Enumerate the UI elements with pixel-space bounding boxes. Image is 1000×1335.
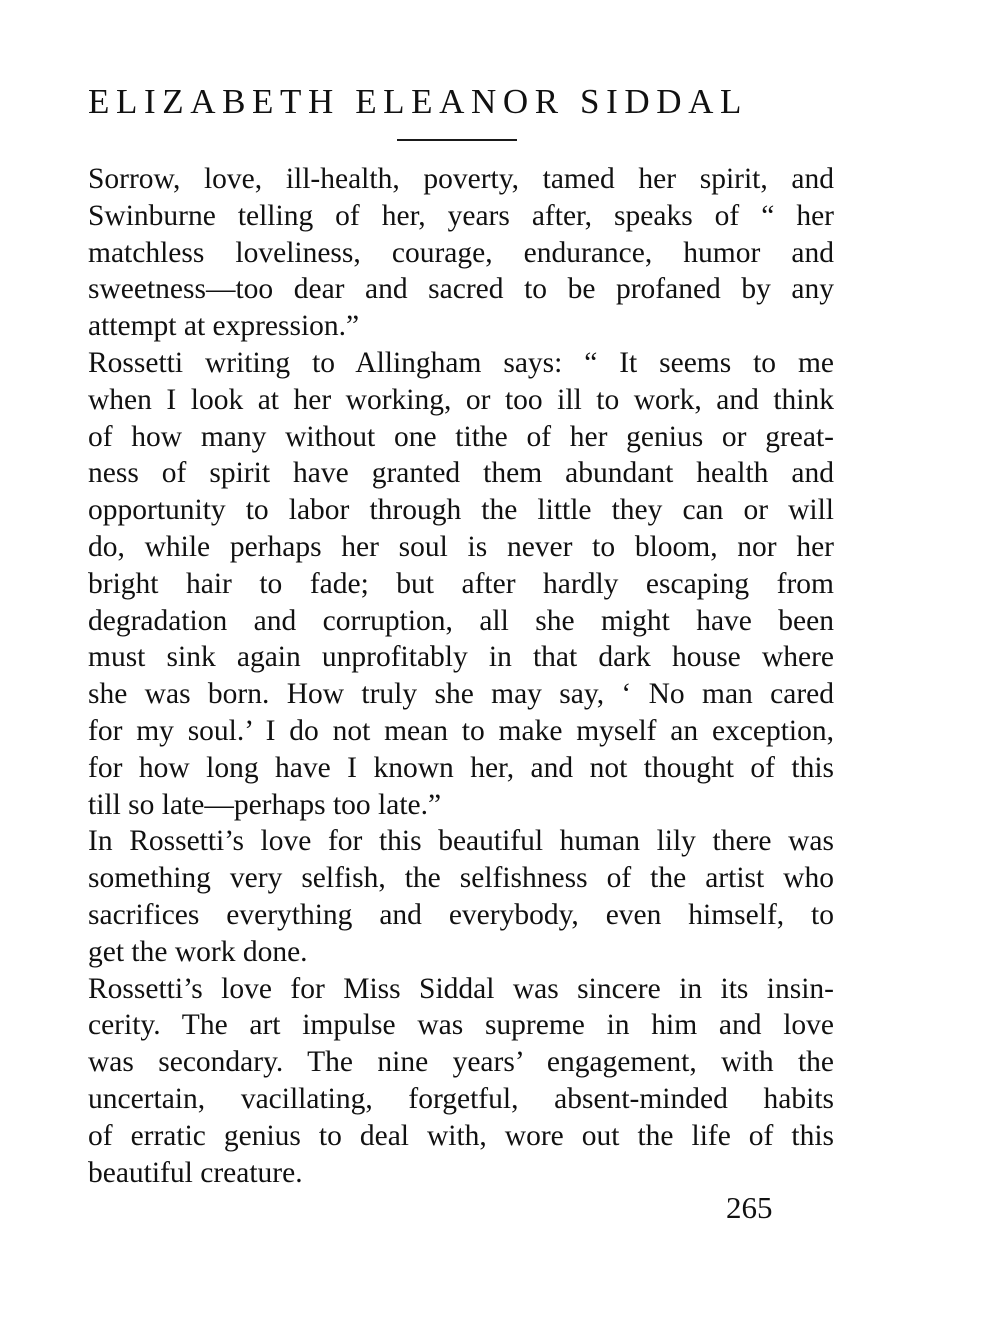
text-line: of how many without one tithe of her genius or great- bbox=[88, 420, 834, 453]
text-line: Swinburne telling of her, years after, speaks of “ her bbox=[88, 199, 834, 232]
text-line: uncertain, vacillating, forgetful, absent-minded habits bbox=[88, 1082, 834, 1115]
text-line: In Rossetti’s love for this beautiful human lily there was bbox=[88, 825, 834, 858]
text-line: beautiful creature. bbox=[88, 1156, 303, 1189]
text-line: do, while perhaps her soul is never to bloom, nor her bbox=[88, 530, 834, 563]
text-line: for how long have I known her, and not thought of this bbox=[88, 751, 834, 784]
text-line: for my soul.’ I do not mean to make myself an exception, bbox=[88, 714, 834, 747]
text-line: something very selfish, the selfishness of the artist who bbox=[88, 862, 834, 895]
head-rule bbox=[397, 139, 517, 141]
text-line: she was born. How truly she may say, ‘ No man cared bbox=[88, 678, 834, 711]
text-line: degradation and corruption, all she might have been bbox=[88, 604, 834, 637]
text-line: bright hair to fade; but after hardly escaping from bbox=[88, 567, 834, 600]
text-line: matchless loveliness, courage, endurance, humor and bbox=[88, 236, 834, 269]
text-line: ness of spirit have granted them abundant health and bbox=[88, 457, 834, 490]
running-head: ELIZABETH ELEANOR SIDDAL bbox=[88, 82, 748, 121]
text-line: till so late—perhaps too late.” bbox=[88, 788, 442, 821]
text-line: when I look at her working, or too ill to work, and think bbox=[88, 383, 834, 416]
text-line: sacrifices everything and everybody, even himself, to bbox=[88, 898, 834, 931]
text-line: sweetness—too dear and sacred to be profaned by any bbox=[88, 273, 834, 306]
text-line: opportunity to labor through the little they can or will bbox=[88, 494, 834, 527]
body-text bbox=[88, 161, 834, 1191]
page-number: 265 bbox=[726, 1190, 773, 1225]
text-line: must sink again unprofitably in that dark house where bbox=[88, 641, 834, 674]
text-line: of erratic genius to deal with, wore out the life of this bbox=[88, 1119, 834, 1152]
text-line: Sorrow, love, ill-health, poverty, tamed her spirit, and bbox=[88, 163, 834, 195]
text-line: was secondary. The nine years’ engagement, with the bbox=[88, 1046, 834, 1079]
text-line: cerity. The art impulse was supreme in him and love bbox=[88, 1009, 834, 1042]
text-line: get the work done. bbox=[88, 935, 308, 968]
text-line: Rossetti’s love for Miss Siddal was sincere in its insin- bbox=[88, 972, 834, 1005]
text-line: attempt at expression.” bbox=[88, 310, 360, 343]
text-line: Rossetti writing to Allingham says: “ It seems to me bbox=[88, 346, 834, 379]
